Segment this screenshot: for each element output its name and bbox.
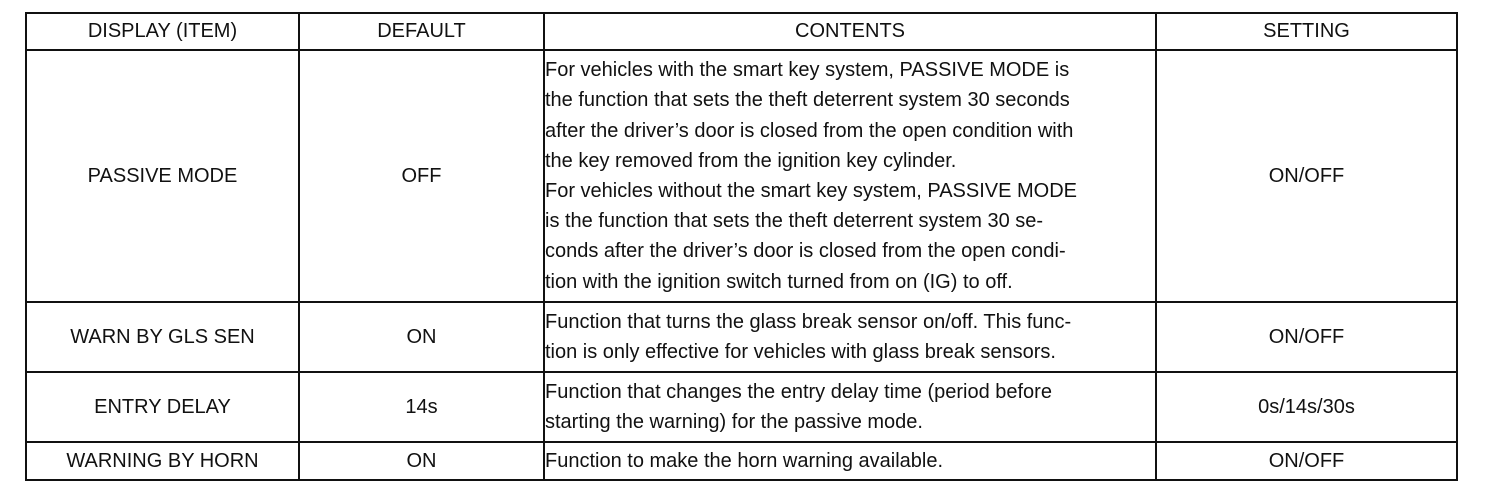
table-row [26,50,1457,302]
contents-line: after the driver’s door is closed from the open condition with [545,119,1074,142]
cell-default: 14s [299,372,544,442]
contents-line: For vehicles with the smart key system, PASSIVE MODE is [545,59,1070,82]
table-header-row [26,13,1457,50]
cell-contents [544,372,1156,442]
contents-line: Function to make the horn warning available. [545,449,944,472]
contents-line: the key removed from the ignition key cylinder. [545,149,957,172]
cell-setting: ON/OFF [1156,50,1457,302]
settings-table [25,12,1458,481]
cell-item: WARN BY GLS SEN [26,302,299,372]
contents-line: starting the warning) for the passive mode. [545,411,923,433]
header-display-item: DISPLAY (ITEM) [26,13,299,50]
cell-contents [544,302,1156,372]
cell-contents [544,442,1156,480]
cell-setting: ON/OFF [1156,442,1457,480]
contents-line: the function that sets the theft deterrent system 30 seconds [545,89,1070,112]
cell-setting: ON/OFF [1156,302,1457,372]
header-default: DEFAULT [299,13,544,50]
cell-item: PASSIVE MODE [26,50,299,302]
cell-item: WARNING BY HORN [26,442,299,480]
contents-line: tion with the ignition switch turned from on (IG) to off. [545,270,1013,293]
table-row [26,372,1457,442]
header-contents: CONTENTS [544,13,1156,50]
cell-default: ON [299,302,544,372]
cell-setting: 0s/14s/30s [1156,372,1457,442]
cell-default: OFF [299,50,544,302]
contents-line: is the function that sets the theft deterrent system 30 se- [545,210,1044,233]
contents-line: conds after the driver’s door is closed from the open condi- [545,240,1066,263]
table-row [26,442,1457,480]
contents-line: tion is only effective for vehicles with glass break sensors. [545,341,1056,363]
contents-line: Function that changes the entry delay time (period before [545,380,1052,403]
contents-line: Function that turns the glass break sensor on/off. This func- [545,310,1072,333]
table-row [26,302,1457,372]
cell-item: ENTRY DELAY [26,372,299,442]
header-setting: SETTING [1156,13,1457,50]
cell-contents [544,50,1156,302]
cell-default: ON [299,442,544,480]
contents-line: For vehicles without the smart key system, PASSIVE MODE [545,180,1078,202]
